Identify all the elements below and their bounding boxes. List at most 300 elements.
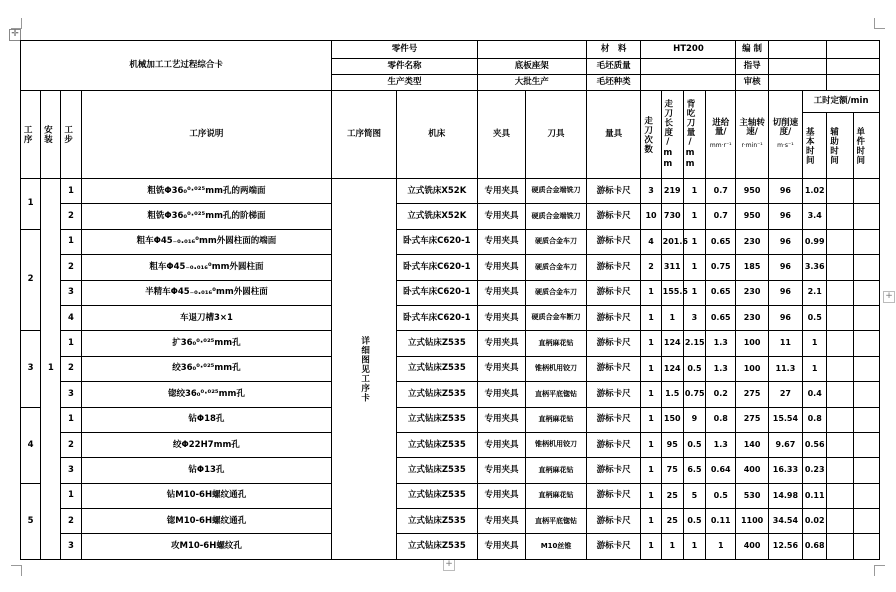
speed-cell[interactable]: 185 xyxy=(736,255,768,280)
col-cut-speed-header: 切削速度/ m·s⁻¹ xyxy=(768,91,802,179)
unit-time-cell[interactable] xyxy=(853,509,879,534)
tool-cell[interactable]: 直柄麻花钻 xyxy=(526,331,587,356)
col-feed-header: 进给量/ mm·r⁻¹ xyxy=(706,91,736,179)
base-time-cell[interactable]: 0.02 xyxy=(803,509,827,534)
process-number: 5 xyxy=(21,483,41,559)
depth-cell[interactable]: 0.75 xyxy=(683,382,705,407)
speed-cell[interactable]: 140 xyxy=(736,432,768,457)
unit-time-cell[interactable] xyxy=(853,255,879,280)
depth-cell[interactable]: 1 xyxy=(683,229,705,254)
step-description[interactable]: 车退刀槽3×1 xyxy=(81,305,332,330)
length-cell[interactable]: 730 xyxy=(661,204,683,229)
gauge-cell[interactable]: 游标卡尺 xyxy=(586,382,641,407)
speed-cell[interactable]: 100 xyxy=(736,331,768,356)
step-number: 2 xyxy=(61,255,81,280)
unit-time-cell[interactable] xyxy=(853,280,879,305)
base-time-cell[interactable]: 0.56 xyxy=(803,432,827,457)
passes-cell[interactable]: 1 xyxy=(641,432,661,457)
aux-time-cell[interactable] xyxy=(827,229,853,254)
material-label: 材 料 xyxy=(586,41,641,59)
unit-time-cell[interactable] xyxy=(853,458,879,483)
step-description[interactable]: 锪绞36₀⁰·⁰²⁵mm孔 xyxy=(81,382,332,407)
cut-speed-cell[interactable]: 96 xyxy=(768,179,802,204)
fixture-cell[interactable]: 专用夹具 xyxy=(477,458,526,483)
col-machine-header: 机床 xyxy=(396,91,477,179)
feed-cell[interactable]: 0.7 xyxy=(706,179,736,204)
depth-cell[interactable]: 1 xyxy=(683,179,705,204)
fixture-cell[interactable]: 专用夹具 xyxy=(477,483,526,508)
passes-cell[interactable]: 1 xyxy=(641,458,661,483)
machine-cell[interactable]: 立式钻床Z535 xyxy=(396,407,477,432)
tool-cell[interactable]: 硬质合金车刀 xyxy=(526,229,587,254)
depth-cell[interactable]: 1 xyxy=(683,255,705,280)
length-cell[interactable]: 25 xyxy=(661,509,683,534)
base-time-cell[interactable]: 0.4 xyxy=(803,382,827,407)
col-length-header: 走刀长度/mm xyxy=(661,91,683,179)
fixture-cell[interactable]: 专用夹具 xyxy=(477,331,526,356)
compile-label: 编 制 xyxy=(736,41,768,59)
cut-speed-cell[interactable]: 12.56 xyxy=(768,534,802,559)
table-row xyxy=(21,458,880,483)
cut-speed-cell[interactable]: 96 xyxy=(768,255,802,280)
length-cell[interactable]: 75 xyxy=(661,458,683,483)
step-number: 1 xyxy=(61,407,81,432)
gauge-cell[interactable]: 游标卡尺 xyxy=(586,331,641,356)
step-description[interactable]: 钻M10-6H螺纹通孔 xyxy=(81,483,332,508)
process-number: 3 xyxy=(21,331,41,407)
machine-cell[interactable]: 立式钻床Z535 xyxy=(396,534,477,559)
step-number: 3 xyxy=(61,280,81,305)
table-row xyxy=(21,382,880,407)
depth-cell[interactable]: 2.15 xyxy=(683,331,705,356)
gauge-cell[interactable]: 游标卡尺 xyxy=(586,204,641,229)
tool-cell[interactable]: 锥柄机用铰刀 xyxy=(526,356,587,381)
gauge-cell[interactable]: 游标卡尺 xyxy=(586,458,641,483)
depth-cell[interactable]: 9 xyxy=(683,407,705,432)
cut-speed-cell[interactable]: 11 xyxy=(768,331,802,356)
fixture-cell[interactable]: 专用夹具 xyxy=(477,179,526,204)
machine-cell[interactable]: 立式钻床Z535 xyxy=(396,509,477,534)
add-row-icon[interactable]: + xyxy=(443,559,455,571)
feed-cell[interactable]: 1 xyxy=(706,534,736,559)
table-row xyxy=(21,331,880,356)
gauge-cell[interactable]: 游标卡尺 xyxy=(586,432,641,457)
col-time-quota-header: 工时定额/min xyxy=(803,91,880,113)
machine-cell[interactable]: 卧式车床C620-1 xyxy=(396,305,477,330)
prod-type-label: 生产类型 xyxy=(332,75,478,91)
unit-time-cell[interactable] xyxy=(853,204,879,229)
step-description[interactable]: 粗铣Φ36₀⁰·⁰²⁵mm孔的两端面 xyxy=(81,179,332,204)
passes-cell[interactable]: 1 xyxy=(641,356,661,381)
step-number: 2 xyxy=(61,204,81,229)
compile-extra[interactable] xyxy=(827,41,880,59)
tool-cell[interactable]: 直柄麻花钻 xyxy=(526,407,587,432)
speed-cell[interactable]: 230 xyxy=(736,229,768,254)
gauge-cell[interactable]: 游标卡尺 xyxy=(586,280,641,305)
part-no-value[interactable] xyxy=(477,41,586,59)
table-row xyxy=(21,280,880,305)
passes-cell[interactable]: 10 xyxy=(641,204,661,229)
gauge-cell[interactable]: 游标卡尺 xyxy=(586,179,641,204)
length-cell[interactable]: 311 xyxy=(661,255,683,280)
gauge-cell[interactable]: 游标卡尺 xyxy=(586,305,641,330)
unit-time-cell[interactable] xyxy=(853,432,879,457)
guide-extra[interactable] xyxy=(827,59,880,75)
col-process-header: 工序 xyxy=(21,91,41,179)
step-description[interactable]: 半精车Φ45₋₀.₀₁₆⁰mm外圆柱面 xyxy=(81,280,332,305)
speed-cell[interactable]: 230 xyxy=(736,305,768,330)
machine-cell[interactable]: 立式钻床Z535 xyxy=(396,382,477,407)
base-time-cell[interactable]: 2.1 xyxy=(803,280,827,305)
review-extra[interactable] xyxy=(827,75,880,91)
aux-time-cell[interactable] xyxy=(827,432,853,457)
tool-cell[interactable]: 硬质合金端铣刀 xyxy=(526,204,587,229)
add-column-icon[interactable]: + xyxy=(883,291,895,303)
base-time-cell[interactable]: 0.5 xyxy=(803,305,827,330)
feed-cell[interactable]: 0.64 xyxy=(706,458,736,483)
feed-cell[interactable]: 0.5 xyxy=(706,483,736,508)
feed-cell[interactable]: 0.2 xyxy=(706,382,736,407)
gauge-cell[interactable]: 游标卡尺 xyxy=(586,534,641,559)
unit-time-cell[interactable] xyxy=(853,179,879,204)
process-number: 1 xyxy=(21,179,41,230)
setup-number: 1 xyxy=(41,179,61,560)
tool-cell[interactable]: 硬质合金车刀 xyxy=(526,280,587,305)
corner-mark-top-left xyxy=(11,18,22,29)
base-time-cell[interactable]: 0.23 xyxy=(803,458,827,483)
table-row xyxy=(21,432,880,457)
cut-speed-unit: m·s⁻¹ xyxy=(777,142,794,150)
step-number: 2 xyxy=(61,356,81,381)
gauge-cell[interactable]: 游标卡尺 xyxy=(586,509,641,534)
speed-cell[interactable]: 100 xyxy=(736,356,768,381)
col-speed-header: 主轴转速/ r·min⁻¹ xyxy=(736,91,768,179)
speed-cell[interactable]: 230 xyxy=(736,280,768,305)
sketch-note-text: 详细图见工序卡 xyxy=(359,335,370,403)
machine-cell[interactable]: 卧式车床C620-1 xyxy=(396,229,477,254)
step-number: 2 xyxy=(61,432,81,457)
feed-unit: mm·r⁻¹ xyxy=(709,142,732,150)
length-cell[interactable]: 201.6 xyxy=(661,229,683,254)
unit-time-cell[interactable] xyxy=(853,483,879,508)
length-cell[interactable]: 219 xyxy=(661,179,683,204)
base-time-cell[interactable]: 0.68 xyxy=(803,534,827,559)
fixture-cell[interactable]: 专用夹具 xyxy=(477,407,526,432)
machine-cell[interactable]: 立式钻床Z535 xyxy=(396,458,477,483)
speed-cell[interactable]: 1100 xyxy=(736,509,768,534)
blank-type-label: 毛坯种类 xyxy=(586,75,641,91)
table-row xyxy=(21,204,880,229)
passes-cell[interactable]: 1 xyxy=(641,382,661,407)
cut-speed-cell[interactable]: 16.33 xyxy=(768,458,802,483)
aux-time-cell[interactable] xyxy=(827,483,853,508)
depth-cell[interactable]: 1 xyxy=(683,280,705,305)
aux-time-cell[interactable] xyxy=(827,458,853,483)
col-step-header: 工步 xyxy=(61,91,81,179)
machine-cell[interactable]: 立式铣床X52K xyxy=(396,204,477,229)
table-row xyxy=(21,483,880,508)
step-number: 4 xyxy=(61,305,81,330)
feed-cell[interactable]: 0.8 xyxy=(706,407,736,432)
step-description[interactable]: 粗车Φ45₋₀.₀₁₆⁰mm外圆柱面的端面 xyxy=(81,229,332,254)
speed-cell[interactable]: 400 xyxy=(736,534,768,559)
col-aux-time-header: 辅助时间 xyxy=(827,113,853,179)
depth-cell[interactable]: 1 xyxy=(683,204,705,229)
col-unit-time-header: 单件时间 xyxy=(853,113,879,179)
passes-cell[interactable]: 1 xyxy=(641,534,661,559)
speed-unit: r·min⁻¹ xyxy=(741,142,763,150)
machine-cell[interactable]: 立式钻床Z535 xyxy=(396,432,477,457)
passes-cell[interactable]: 1 xyxy=(641,280,661,305)
feed-cell[interactable]: 0.11 xyxy=(706,509,736,534)
cut-speed-cell[interactable]: 96 xyxy=(768,305,802,330)
feed-cell[interactable]: 0.7 xyxy=(706,204,736,229)
tool-cell[interactable]: 锥柄机用铰刀 xyxy=(526,432,587,457)
fixture-cell[interactable]: 专用夹具 xyxy=(477,204,526,229)
speed-cell[interactable]: 950 xyxy=(736,179,768,204)
depth-cell[interactable]: 6.5 xyxy=(683,458,705,483)
machine-cell[interactable]: 卧式车床C620-1 xyxy=(396,255,477,280)
col-gauge-header: 量具 xyxy=(586,91,641,179)
tool-cell[interactable]: 硬质合金端铣刀 xyxy=(526,179,587,204)
step-description[interactable]: 粗铣Φ36₀⁰·⁰²⁵mm孔的阶梯面 xyxy=(81,204,332,229)
step-description[interactable]: 攻M10-6H螺纹孔 xyxy=(81,534,332,559)
tool-cell[interactable]: 直柄麻花钻 xyxy=(526,458,587,483)
gauge-cell[interactable]: 游标卡尺 xyxy=(586,255,641,280)
unit-time-cell[interactable] xyxy=(853,331,879,356)
passes-cell[interactable]: 4 xyxy=(641,229,661,254)
cut-speed-cell[interactable]: 9.67 xyxy=(768,432,802,457)
aux-time-cell[interactable] xyxy=(827,331,853,356)
step-number: 3 xyxy=(61,458,81,483)
step-description[interactable]: 扩36₀⁰·⁰²⁵mm孔 xyxy=(81,331,332,356)
feed-cell[interactable]: 1.3 xyxy=(706,331,736,356)
compile-value[interactable] xyxy=(768,41,827,59)
part-name-label: 零件名称 xyxy=(332,59,478,75)
feed-cell[interactable]: 0.75 xyxy=(706,255,736,280)
step-number: 1 xyxy=(61,483,81,508)
base-time-cell[interactable]: 3.36 xyxy=(803,255,827,280)
machine-cell[interactable]: 卧式车床C620-1 xyxy=(396,280,477,305)
table-row xyxy=(21,534,880,559)
passes-cell[interactable]: 1 xyxy=(641,483,661,508)
base-time-cell[interactable]: 1.02 xyxy=(803,179,827,204)
base-time-cell[interactable]: 1 xyxy=(803,331,827,356)
length-cell[interactable]: 25 xyxy=(661,483,683,508)
aux-time-cell[interactable] xyxy=(827,509,853,534)
blank-weight-label: 毛坯质量 xyxy=(586,59,641,75)
table-row xyxy=(21,179,880,204)
col-desc-header: 工序说明 xyxy=(81,91,332,179)
tool-cell[interactable]: M10丝锥 xyxy=(526,534,587,559)
aux-time-cell[interactable] xyxy=(827,255,853,280)
passes-cell[interactable]: 1 xyxy=(641,407,661,432)
step-number: 3 xyxy=(61,382,81,407)
aux-time-cell[interactable] xyxy=(827,280,853,305)
blank-weight-value[interactable] xyxy=(641,59,736,75)
aux-time-cell[interactable] xyxy=(827,305,853,330)
speed-cell[interactable]: 950 xyxy=(736,204,768,229)
step-description[interactable]: 绞36₀⁰·⁰²⁵mm孔 xyxy=(81,356,332,381)
step-description[interactable]: 钻Φ18孔 xyxy=(81,407,332,432)
review-value[interactable] xyxy=(768,75,827,91)
sketch-note xyxy=(332,179,397,560)
aux-time-cell[interactable] xyxy=(827,204,853,229)
tool-cell[interactable]: 直柄麻花钻 xyxy=(526,483,587,508)
card-title: 机械加工工艺过程综合卡 xyxy=(21,41,332,91)
depth-cell[interactable]: 0.5 xyxy=(683,509,705,534)
base-time-cell[interactable]: 3.4 xyxy=(803,204,827,229)
length-cell[interactable]: 150 xyxy=(661,407,683,432)
unit-time-cell[interactable] xyxy=(853,229,879,254)
step-description[interactable]: 钻Φ13孔 xyxy=(81,458,332,483)
unit-time-cell[interactable] xyxy=(853,305,879,330)
aux-time-cell[interactable] xyxy=(827,407,853,432)
col-setup-header: 安装 xyxy=(41,91,61,179)
base-time-cell[interactable]: 0.8 xyxy=(803,407,827,432)
unit-time-cell[interactable] xyxy=(853,407,879,432)
length-cell[interactable]: 124 xyxy=(661,356,683,381)
base-time-cell[interactable]: 0.99 xyxy=(803,229,827,254)
fixture-cell[interactable]: 专用夹具 xyxy=(477,305,526,330)
fixture-cell[interactable]: 专用夹具 xyxy=(477,509,526,534)
unit-time-cell[interactable] xyxy=(853,382,879,407)
corner-mark-bottom-left xyxy=(11,565,22,576)
table-row xyxy=(21,356,880,381)
table-row xyxy=(21,305,880,330)
fixture-cell[interactable]: 专用夹具 xyxy=(477,255,526,280)
process-card-table xyxy=(20,40,880,560)
passes-cell[interactable]: 3 xyxy=(641,179,661,204)
feed-cell[interactable]: 1.3 xyxy=(706,356,736,381)
col-tool-header: 刀具 xyxy=(526,91,587,179)
step-number: 1 xyxy=(61,179,81,204)
tool-cell[interactable]: 硬质合金车断刀 xyxy=(526,305,587,330)
fixture-cell[interactable]: 专用夹具 xyxy=(477,534,526,559)
cut-speed-cell[interactable]: 34.54 xyxy=(768,509,802,534)
cut-speed-cell[interactable]: 15.54 xyxy=(768,407,802,432)
col-depth-header: 背吃刀量/mm xyxy=(683,91,705,179)
material-value[interactable]: HT200 xyxy=(641,41,736,59)
table-row xyxy=(21,509,880,534)
table-move-handle-icon[interactable]: ✛ xyxy=(9,29,21,41)
step-description[interactable]: 锪M10-6H螺纹通孔 xyxy=(81,509,332,534)
depth-cell[interactable]: 0.5 xyxy=(683,432,705,457)
tool-cell[interactable]: 直柄平底锪钻 xyxy=(526,509,587,534)
depth-cell[interactable]: 1 xyxy=(683,534,705,559)
cut-speed-cell[interactable]: 96 xyxy=(768,280,802,305)
step-number: 2 xyxy=(61,509,81,534)
fixture-cell[interactable]: 专用夹具 xyxy=(477,432,526,457)
fixture-cell[interactable]: 专用夹具 xyxy=(477,356,526,381)
depth-cell[interactable]: 3 xyxy=(683,305,705,330)
unit-time-cell[interactable] xyxy=(853,534,879,559)
guide-label: 指导 xyxy=(736,59,768,75)
step-description[interactable]: 绞Φ22H7mm孔 xyxy=(81,432,332,457)
length-cell[interactable]: 95 xyxy=(661,432,683,457)
length-cell[interactable]: 124 xyxy=(661,331,683,356)
cut-speed-cell[interactable]: 11.3 xyxy=(768,356,802,381)
feed-cell[interactable]: 1.3 xyxy=(706,432,736,457)
machine-cell[interactable]: 立式钻床Z535 xyxy=(396,483,477,508)
table-row xyxy=(21,229,880,254)
aux-time-cell[interactable] xyxy=(827,179,853,204)
machine-cell[interactable]: 立式钻床Z535 xyxy=(396,331,477,356)
col-passes-header: 走刀次数 xyxy=(641,91,661,179)
table-row xyxy=(21,407,880,432)
feed-cell[interactable]: 0.65 xyxy=(706,280,736,305)
cut-speed-cell[interactable]: 27 xyxy=(768,382,802,407)
unit-time-cell[interactable] xyxy=(853,356,879,381)
gauge-cell[interactable]: 游标卡尺 xyxy=(586,356,641,381)
length-cell[interactable]: 155.5 xyxy=(661,280,683,305)
speed-cell[interactable]: 275 xyxy=(736,407,768,432)
gauge-cell[interactable]: 游标卡尺 xyxy=(586,229,641,254)
fixture-cell[interactable]: 专用夹具 xyxy=(477,382,526,407)
part-name-value[interactable]: 底板座架 xyxy=(477,59,586,75)
length-cell[interactable]: 1 xyxy=(661,534,683,559)
depth-cell[interactable]: 5 xyxy=(683,483,705,508)
base-time-cell[interactable]: 1 xyxy=(803,356,827,381)
gauge-cell[interactable]: 游标卡尺 xyxy=(586,407,641,432)
cut-speed-cell[interactable]: 96 xyxy=(768,204,802,229)
corner-mark-top-right xyxy=(874,18,885,29)
col-base-time-header: 基本时间 xyxy=(803,113,827,179)
step-number: 1 xyxy=(61,331,81,356)
process-number: 2 xyxy=(21,229,41,331)
depth-cell[interactable]: 0.5 xyxy=(683,356,705,381)
tool-cell[interactable]: 直柄平底锪钻 xyxy=(526,382,587,407)
passes-cell[interactable]: 2 xyxy=(641,255,661,280)
corner-mark-bottom-right xyxy=(874,565,885,576)
cut-speed-cell[interactable]: 14.98 xyxy=(768,483,802,508)
step-description[interactable]: 粗车Φ45₋₀.₀₁₆⁰mm外圆柱面 xyxy=(81,255,332,280)
tool-cell[interactable]: 硬质合金车刀 xyxy=(526,255,587,280)
blank-type-value[interactable] xyxy=(641,75,736,91)
fixture-cell[interactable]: 专用夹具 xyxy=(477,229,526,254)
table-row xyxy=(21,255,880,280)
passes-cell[interactable]: 1 xyxy=(641,305,661,330)
base-time-cell[interactable]: 0.11 xyxy=(803,483,827,508)
gauge-cell[interactable]: 游标卡尺 xyxy=(586,483,641,508)
feed-cell[interactable]: 0.65 xyxy=(706,305,736,330)
feed-cell[interactable]: 0.65 xyxy=(706,229,736,254)
aux-time-cell[interactable] xyxy=(827,382,853,407)
col-sketch-header: 工序简图 xyxy=(332,91,397,179)
step-number: 3 xyxy=(61,534,81,559)
length-cell[interactable]: 1 xyxy=(661,305,683,330)
speed-cell[interactable]: 275 xyxy=(736,382,768,407)
review-label: 审核 xyxy=(736,75,768,91)
machine-cell[interactable]: 立式钻床Z535 xyxy=(396,356,477,381)
passes-cell[interactable]: 1 xyxy=(641,331,661,356)
prod-type-value[interactable]: 大批生产 xyxy=(477,75,586,91)
fixture-cell[interactable]: 专用夹具 xyxy=(477,280,526,305)
col-fixture-header: 夹具 xyxy=(477,91,526,179)
speed-cell[interactable]: 400 xyxy=(736,458,768,483)
passes-cell[interactable]: 1 xyxy=(641,509,661,534)
part-no-label: 零件号 xyxy=(332,41,478,59)
machine-cell[interactable]: 立式铣床X52K xyxy=(396,179,477,204)
guide-value[interactable] xyxy=(768,59,827,75)
speed-cell[interactable]: 530 xyxy=(736,483,768,508)
cut-speed-cell[interactable]: 96 xyxy=(768,229,802,254)
aux-time-cell[interactable] xyxy=(827,534,853,559)
process-number: 4 xyxy=(21,407,41,483)
aux-time-cell[interactable] xyxy=(827,356,853,381)
step-number: 1 xyxy=(61,229,81,254)
length-cell[interactable]: 1.5 xyxy=(661,382,683,407)
